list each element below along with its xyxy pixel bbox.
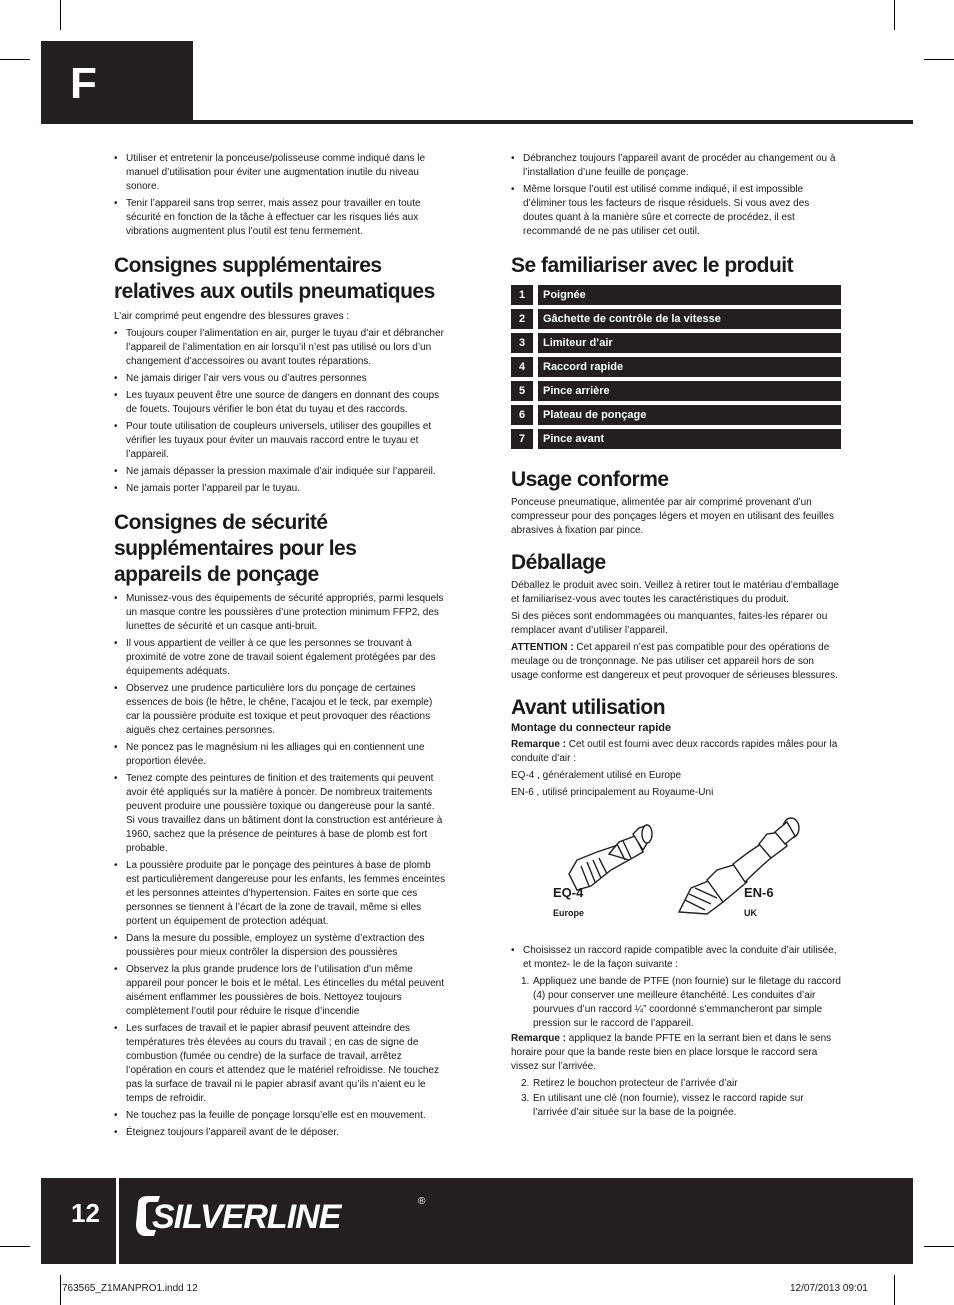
intro-bullets-right: [511, 152, 841, 239]
part-row: [511, 309, 841, 329]
en6-line: EN-6 , utilisé principalement au Royaume-Uni: [511, 787, 714, 798]
eq4-connector-icon: [569, 825, 652, 890]
part-label: Raccord rapide: [538, 357, 841, 377]
connector-bullets: [511, 944, 841, 972]
brand-logo: [130, 1190, 430, 1245]
connector-subheading: Montage du connecteur rapide: [511, 722, 672, 734]
list-item: • Ne poncez pas le magnésium ni les alliages qui en contiennent une proportion élevée.: [114, 741, 446, 769]
before-heading: Avant utilisation: [511, 696, 666, 719]
part-label: Pince avant: [538, 429, 841, 449]
part-row: [511, 405, 841, 425]
eq4-line: EQ-4 , généralement utilisé en Europe: [511, 770, 682, 781]
remark-note: [511, 738, 841, 766]
list-item: • Éteignez toujours l’appareil avant de le déposer.: [114, 1126, 446, 1140]
crop-mark: [924, 59, 954, 60]
intro-bullets: [114, 152, 446, 239]
part-row: [511, 381, 841, 401]
remark-label: Remarque :: [511, 1033, 567, 1044]
part-number: 1: [511, 285, 533, 305]
list-item: • Même lorsque l’outil est utilisé comme indiqué, il est impossible d’éliminer tous les facteurs de risque résiduels. Si vous avez des doutes quant à la manière sûre et correcte de procédez, il est recommandé de ne pas utiliser cet outil.: [511, 183, 841, 239]
crop-mark: [894, 0, 895, 30]
sanding-heading: Consignes de sécurité supplémentaires pour les appareils de ponçage: [114, 511, 357, 586]
language-tab: [41, 41, 193, 124]
part-number: 3: [511, 333, 533, 353]
usage-heading: Usage conforme: [511, 468, 669, 491]
list-item: • Observez une prudence particulière lors du ponçage de certaines essences de bois (le hêtre, le chêne, l’acajou et le teck, par exemple) car la poussière produite est toxique et peut provoquer des réactions aiguës chez certaines personnes.: [114, 682, 446, 738]
timestamp-slug: 12/07/2013 09:01: [790, 1283, 868, 1294]
en6-sublabel: UK: [744, 908, 757, 918]
right-column: [511, 152, 841, 1121]
eq4-label: EQ-4: [553, 885, 584, 900]
remark-text: Cet outil est fourni avec deux raccords rapides mâles pour la conduite d’air :: [511, 739, 838, 764]
sanding-bullets: [114, 592, 446, 1140]
part-label: Pince arrière: [538, 381, 841, 401]
crop-mark: [60, 1275, 61, 1305]
page-number: 12: [71, 1198, 100, 1228]
registered-mark: ®: [418, 1196, 426, 1207]
part-row: [511, 285, 841, 305]
left-column: [114, 152, 446, 1143]
footer-separator: [116, 1178, 119, 1264]
part-row: [511, 357, 841, 377]
unpack-text: Déballez le produit avec soin. Veillez à retirer tout le matériau d’emballage et familiarisez-vous avec toutes les caractéristiques du produit.: [511, 580, 839, 605]
crop-mark: [894, 1275, 895, 1305]
part-number: 7: [511, 429, 533, 449]
unpack-heading: Déballage: [511, 551, 606, 574]
step-text: Retirez le bouchon protecteur de l’arrivée d’air: [533, 1078, 738, 1089]
pneumatic-heading: Consignes supplémentaires relatives aux outils pneumatiques: [114, 254, 435, 303]
crop-mark: [0, 1246, 30, 1247]
unpack-text: Si des pièces sont endommagées ou manquantes, faites-les réparer ou remplacer avant d’utiliser l’appareil.: [511, 611, 828, 636]
step-number: 3.: [521, 1093, 530, 1104]
part-label: Plateau de ponçage: [538, 405, 841, 425]
remark-label: Remarque :: [511, 739, 567, 750]
eq4-sublabel: Europe: [553, 908, 585, 918]
list-item: • Observez la plus grande prudence lors de l’utilisation d’un même appareil pour poncer le bois et le métal. Les étincelles du métal peuvent aisément enflammer les poussières de bois. Nettoyez toujours complètement l’outil pour réduire le risque d’incendie: [114, 963, 446, 1019]
list-item: • Il vous appartient de veiller à ce que les personnes se trouvant à proximité de votre zone de travail soient également protégées par des équipements adéquats.: [114, 637, 446, 679]
part-number: 2: [511, 309, 533, 329]
step-item: [511, 1092, 841, 1120]
part-label: Poignée: [538, 285, 841, 305]
language-letter: F: [70, 59, 97, 108]
remark-text: appliquez la bande PFTE en la serrant bien et dans le sens horaire pour que la bande reste bien en place lorsque le raccord sera vissez sur l’arrivée.: [511, 1033, 832, 1072]
attention-label: ATTENTION :: [511, 642, 574, 653]
silverline-logo-icon: [130, 1190, 430, 1240]
step-item: [511, 1077, 841, 1091]
list-item: • Utiliser et entretenir la ponceuse/polisseuse comme indiqué dans le manuel d’utilisation pour éviter une augmentation inutile du niveau sonore.: [114, 152, 446, 194]
crop-mark: [924, 1246, 954, 1247]
list-item: • Toujours couper l’alimentation en air, purger le tuyau d’air et débrancher l’appareil de l’alimentation en air lorsqu’il n’est pas utilisé ou lors d’un changement d’accessoires ou avant toutes réparations.: [114, 327, 446, 369]
list-item: • Ne touchez pas la feuille de ponçage lorsqu’elle est en mouvement.: [114, 1109, 446, 1123]
en6-label: EN-6: [744, 885, 774, 900]
remark-note: [511, 1032, 841, 1074]
list-item: • Pour toute utilisation de coupleurs universels, utiliser des goupilles et vérifier les tuyaux pour éviter un mauvais raccord entre le tuyau et l’appareil.: [114, 420, 446, 462]
parts-list: [511, 285, 841, 449]
pneumatic-intro: L’air comprimé peut engendre des blessures graves :: [114, 311, 350, 322]
part-label: Limiteur d’air: [538, 333, 841, 353]
part-label: Gâchette de contrôle de la vitesse: [538, 309, 841, 329]
file-slug: 763565_Z1MANPRO1.indd 12: [62, 1283, 198, 1294]
part-number: 4: [511, 357, 533, 377]
step-number: 2.: [521, 1078, 530, 1089]
part-number: 5: [511, 381, 533, 401]
list-item: • Dans la mesure du possible, employez un système d’extraction des poussières pour mieux contrôler la dispersion des poussières: [114, 932, 446, 960]
list-item: • Tenir l’appareil sans trop serrer, mais assez pour travailler en toute sécurité en fonction de la tâche à effectuer car les risques liés aux vibrations augmentent plus l’outil est tenu fermement.: [114, 197, 446, 239]
part-row: [511, 333, 841, 353]
list-item: • Débranchez toujours l’appareil avant de procéder au changement ou à l’installation d’une feuille de ponçage.: [511, 152, 841, 180]
part-number: 6: [511, 405, 533, 425]
en6-connector-icon: [679, 818, 799, 914]
list-item: • Choisissez un raccord rapide compatible avec la conduite d’air utilisée, et montez- le de la façon suivante :: [511, 944, 841, 972]
list-item: • Les surfaces de travail et le papier abrasif peuvent atteindre des températures très élevées au cours du travail ; en cas de signe de combustion (fumée ou cendre) de la surface de travail, arrêtez l’opération en cours et attendez que le matériel refroidisse. Ne touchez pas la surface de travail ni le papier abrasif avant qu’ils n’aient eu le temps de refroidir.: [114, 1022, 446, 1106]
list-item: • La poussière produite par le ponçage des peintures à base de plomb est particulièrement dangereuse pour les enfants, les femmes enceintes et les personnes atteintes d’hypertension. Faites en sorte que ces personnes se tiennent à l’écart de la zone de travail, même si elles portent un équipement de protection adéquat.: [114, 859, 446, 929]
step-number: 1.: [521, 976, 530, 987]
list-item: • Munissez-vous des équipements de sécurité appropriés, parmi lesquels un masque contre les poussières d’une protection minimum FFP2, des lunettes de sécurité et un casque anti-bruit.: [114, 592, 446, 634]
step-item: [511, 975, 841, 1031]
header-rule: [193, 120, 913, 124]
usage-text: Ponceuse pneumatique, alimentée par air comprimé provenant d’un compresseur pour des ponçages légers et moyen en utilisant des feuilles abrasives à fixation par pince.: [511, 497, 834, 536]
part-row: [511, 429, 841, 449]
connector-steps: [511, 1077, 841, 1120]
list-item: • Ne jamais porter l’appareil par le tuyau.: [114, 482, 446, 496]
pneumatic-bullets: [114, 327, 446, 496]
product-heading: Se familiariser avec le produit: [511, 254, 794, 277]
attention-note: [511, 641, 841, 683]
list-item: • Tenez compte des peintures de finition et des traitements qui peuvent avoir été appliqués sur la matière à poncer. De nombreux traitements peuvent produire une poussière toxique ou dangereuse pour la santé. Si vous travaillez dans un bâtiment dont la construction est antérieure à 1960, sachez que la présence de peintures à base de plomb est fort probable.: [114, 772, 446, 856]
list-item: • Ne jamais diriger l’air vers vous ou d’autres personnes: [114, 372, 446, 386]
list-item: • Ne jamais dépasser la pression maximale d’air indiquée sur l’appareil.: [114, 465, 446, 479]
connector-steps: [511, 975, 841, 1031]
crop-mark: [0, 59, 30, 60]
step-text: En utilisant une clé (non fournie), vissez le raccord rapide sur l’arrivée d’air située sur la base de la poignée.: [533, 1093, 804, 1118]
brand-wordmark: SILVERLINE: [152, 1198, 341, 1236]
step-text: Appliquez une bande de PTFE (non fournie) sur le filetage du raccord (4) pour conserver une meilleure étanchéité. Les conduites d’air pourvues d’un raccord ¼” coordonné s’emmancheront par simple pression sur le raccord de l’appareil.: [533, 976, 841, 1029]
connector-figure: [511, 814, 841, 934]
crop-mark: [60, 0, 61, 30]
list-item: • Les tuyaux peuvent être une source de dangers en donnant des coups de fouets. Toujours vérifier le bon état du tuyau et des raccords.: [114, 389, 446, 417]
attention-text: Cet appareil n’est pas compatible pour des opérations de meulage ou de tronçonnage. Ne pas utiliser cet appareil hors de son usage conforme est dangereux et peut provoquer de sérieuses blessures.: [511, 642, 838, 681]
